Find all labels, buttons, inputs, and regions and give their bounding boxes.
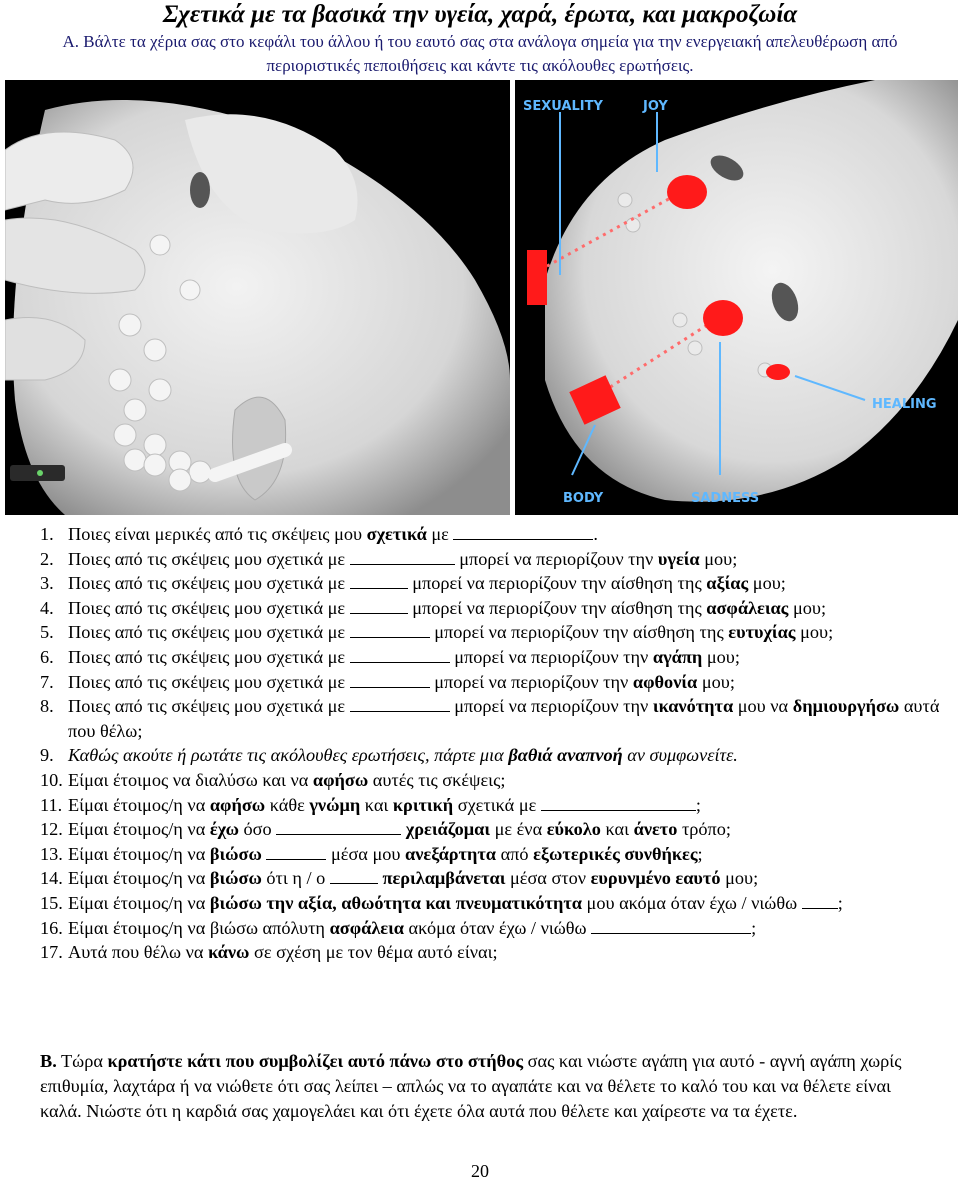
question-4: 4. Ποιες από τις σκέψεις μου σχετικά με μπορεί να περιορίζουν την αίσθηση της ασφάλειας μου; (40, 597, 827, 618)
head-photo-side (5, 80, 510, 515)
answer-blank[interactable] (591, 919, 751, 934)
answer-blank[interactable] (350, 550, 455, 565)
label-healing: HEALING (872, 397, 937, 412)
question-17: 17. Αυτά που θέλω να κάνω σε σχέση με τον θέμα αυτό είναι; (40, 942, 498, 963)
question-13: 13. Είμαι έτοιμος/η να βιώσω μέσα μου ανεξάρτητα από εξωτερικές συνθήκες; (40, 843, 703, 864)
answer-blank[interactable] (350, 574, 408, 589)
section-b-label: Β. (40, 1051, 57, 1071)
question-9: 9. Καθώς ακούτε ή ρωτάτε τις ακόλουθες ερωτήσεις, πάρτε μια βαθιά αναπνοή αν συμφωνείτε. (40, 745, 738, 766)
intro-paragraph: Α. Βάλτε τα χέρια σας στο κεφάλι του άλλου ή του εαυτό σας στα ανάλογα σημεία για την ενεργειακή απελευθέρωση από περιοριστικές πεποιθήσεις και κάντε τις ακόλουθες ερωτήσεις. (62, 32, 898, 75)
head-photo-top (515, 80, 958, 515)
answer-blank[interactable] (276, 820, 401, 835)
question-1: 1. Ποιες είναι μερικές από τις σκέψεις μου σχετικά με . (40, 524, 598, 544)
label-sexuality: SEXUALITY (523, 99, 603, 114)
healing-point (766, 364, 790, 380)
answer-blank[interactable] (541, 796, 696, 811)
question-6: 6. Ποιες από τις σκέψεις μου σχετικά με μπορεί να περιορίζουν την αγάπη μου; (40, 646, 740, 667)
question-8: 8. Ποιες από τις σκέψεις μου σχετικά με μπορεί να περιορίζουν την ικανότητα μου να δημιουργήσω αυτά που θέλω; (40, 696, 940, 741)
label-joy: JOY (643, 99, 668, 114)
answer-blank[interactable] (350, 697, 450, 712)
question-2: 2. Ποιες από τις σκέψεις μου σχετικά με μπορεί να περιορίζουν την υγεία μου; (40, 548, 738, 569)
question-10: 10. Είμαι έτοιμος να διαλύσω και να αφήσω αυτές τις σκέψεις; (40, 769, 506, 790)
answer-blank[interactable] (266, 845, 326, 860)
answer-blank[interactable] (350, 623, 430, 638)
question-list (40, 522, 940, 965)
section-b-paragraph: Β. Τώρα κρατήστε κάτι που συμβολίζει αυτό πάνω στο στήθος σας και νιώστε αγάπη για αυτό - αγνή αγάπη χωρίς επιθυμία, λαχτάρα ή να νιώθετε ότι σας λείπει – απλώς να το αγαπάτε και να θέλετε το καλό του και να θέλετε είναι καλά. Νιώστε ότι η καρδιά σας χαμογελάει και ότι έχετε όλα αυτά που θέλετε και χαίρεστε να τα έχετε. (40, 1051, 902, 1121)
question-12: 12. Είμαι έτοιμος/η να έχω όσο χρειάζομαι με ένα εύκολο και άνετο τρόπο; (40, 819, 732, 840)
question-5: 5. Ποιες από τις σκέψεις μου σχετικά με μπορεί να περιορίζουν την αίσθηση της ευτυχίας μου; (40, 622, 834, 643)
joy-point (667, 175, 707, 209)
question-14: 14. Είμαι έτοιμος/η να βιώσω ότι η / ο περιλαμβάνεται μέσα στον ευρυνμένο εαυτό μου; (40, 868, 759, 889)
photo-panel (5, 80, 960, 515)
sadness-point (703, 300, 743, 336)
answer-blank[interactable] (330, 869, 378, 884)
page-title: Σχετικά με τα βασικά την υγεία, χαρά, έρωτα, και μακροζωία (162, 1, 798, 28)
answer-blank[interactable] (350, 599, 408, 614)
question-7: 7. Ποιες από τις σκέψεις μου σχετικά με μπορεί να περιορίζουν την αφθονία μου; (40, 671, 735, 692)
answer-blank[interactable] (802, 894, 838, 909)
answer-blank[interactable] (453, 525, 593, 540)
sexuality-point (527, 250, 547, 305)
label-sadness: SADNESS (691, 491, 760, 506)
question-3: 3. Ποιες από τις σκέψεις μου σχετικά με μπορεί να περιορίζουν την αίσθηση της αξίας μου; (40, 573, 786, 594)
question-15: 15. Είμαι έτοιμος/η να βιώσω την αξία, αθωότητα και πνευματικότητα μου ακόμα όταν έχω / νιώθω ; (40, 892, 843, 913)
answer-blank[interactable] (350, 673, 430, 688)
label-body: BODY (563, 491, 604, 506)
question-16: 16. Είμαι έτοιμος/η να βιώσω απόλυτη ασφάλεια ακόμα όταν έχω / νιώθω ; (40, 917, 757, 938)
question-11: 11. Είμαι έτοιμος/η να αφήσω κάθε γνώμη και κριτική σχετικά με ; (40, 794, 701, 815)
answer-blank[interactable] (350, 648, 450, 663)
page-number: 20 (471, 1161, 489, 1181)
